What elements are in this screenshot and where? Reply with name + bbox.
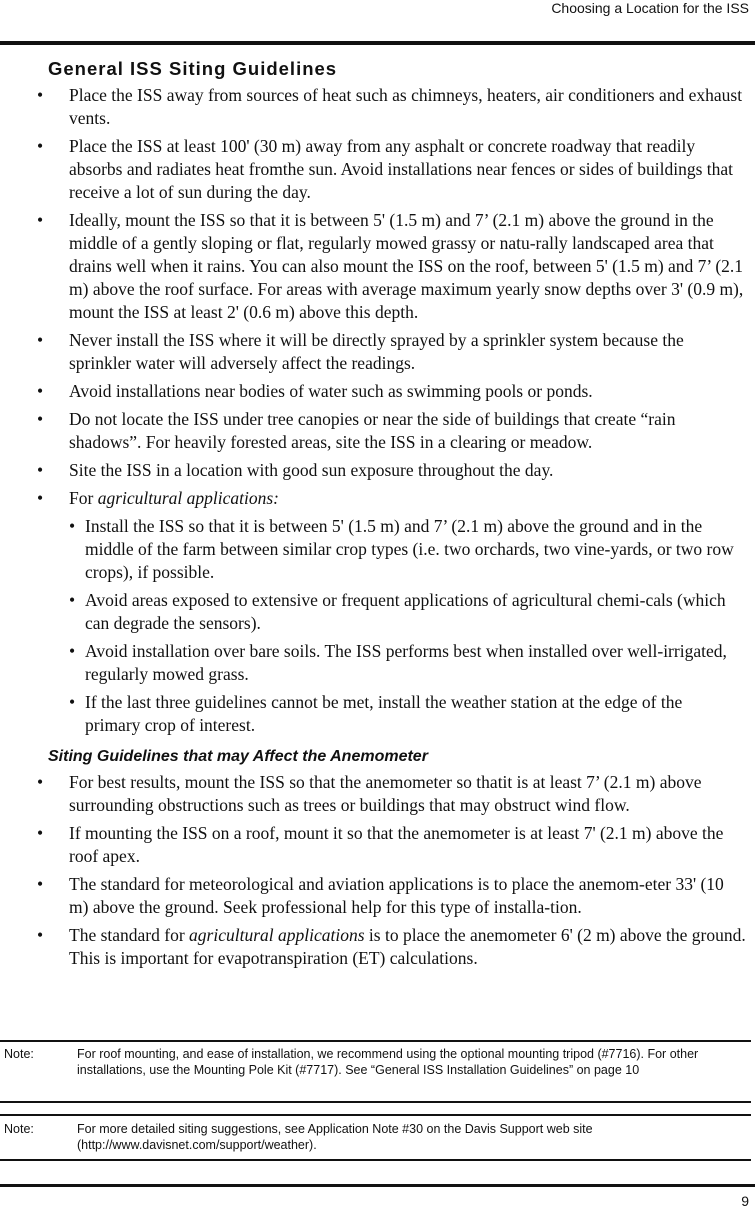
agri-term: agricultural applications: xyxy=(97,488,280,508)
note-text: For more detailed siting suggestions, see Application Note #30 on the Davis Support web site (http://www.davisnet.com/support/weather). xyxy=(77,1122,593,1152)
note-rule-bottom xyxy=(0,1159,751,1161)
list-item: • Place the ISS away from sources of heat such as chimneys, heaters, air conditioners and exhaust vents. xyxy=(69,84,747,130)
list-item-agricultural-anemometer xyxy=(69,924,747,970)
list-item: • Never install the ISS where it will be directly sprayed by a sprinkler system because the sprinkler water will adversely affect the readings. xyxy=(69,329,747,375)
page-number: 9 xyxy=(741,1193,749,1209)
list-item: • Avoid installations near bodies of water such as swimming pools or ponds. xyxy=(69,380,747,403)
header-rule xyxy=(0,41,755,45)
note-siting-suggestions xyxy=(4,1121,747,1153)
sub-list-item: • Avoid areas exposed to extensive or frequent applications of agricultural chemi-cals (which can degrade the sensors). xyxy=(85,589,739,635)
agricultural-sublist xyxy=(69,515,747,737)
list-item: • For best results, mount the ISS so that the anemometer so thatit is at least 7’ (2.1 m) above surrounding obstructions such as trees or buildings that may obstruct wind flow. xyxy=(69,771,747,817)
note-rule-top xyxy=(0,1040,751,1042)
note-label: Note: xyxy=(4,1047,34,1061)
sub-list-item: • If the last three guidelines cannot be met, install the weather station at the edge of the primary crop of interest. xyxy=(85,691,739,737)
page-body xyxy=(0,56,755,975)
anemometer-guidelines-list xyxy=(0,771,755,970)
list-item: • The standard for meteorological and aviation applications is to place the anemom-eter 33' (10 m) above the ground. Seek professional help for this type of installa-tion. xyxy=(69,873,747,919)
running-header: Choosing a Location for the ISS xyxy=(551,0,749,16)
note-text: For roof mounting, and ease of installation, we recommend using the optional mounting tripod (#7716). For other installations, use the Mounting Pole Kit (#7717). See “General ISS Installation Guidelines” on page 10 xyxy=(77,1047,699,1077)
last-term: agricultural applications xyxy=(189,925,365,945)
note-rule-middle xyxy=(0,1101,751,1103)
general-guidelines-list xyxy=(0,84,755,737)
sub-list-item: • Avoid installation over bare soils. The ISS performs best when installed over well-irrigated, regularly mowed grass. xyxy=(85,640,739,686)
last-prefix: The standard for xyxy=(69,925,185,945)
note-rule-second-top xyxy=(0,1114,751,1116)
list-item: • Place the ISS at least 100' (30 m) away from any asphalt or concrete roadway that readily absorbs and radiates heat fromthe sun. Avoid installations near fences or sides of buildings that receive a lot of sun during the day. xyxy=(69,135,747,204)
section-heading-anemometer: Siting Guidelines that may Affect the Anemometer xyxy=(48,748,428,765)
agri-prefix: For xyxy=(69,488,94,508)
last-suffix: is to place the anemometer 6' (2 m) above the ground. This is important for evapotranspiration (ET) calculations. xyxy=(69,925,746,968)
list-item: • Ideally, mount the ISS so that it is between 5' (1.5 m) and 7’ (2.1 m) above the ground in the middle of a gently sloping or flat, regularly mowed grassy or natu-rally landscaped area that drains well when it rains. You can also mount the ISS on the roof, between 5' (1.5 m) and 7’ (2.1 m) above the roof surface. For areas with average maximum yearly snow depths over 3' (0.9 m), mount the ISS at least 2' (0.6 m) above this depth. xyxy=(69,209,747,324)
list-item: • If mounting the ISS on a roof, mount it so that the anemometer is at least 7' (2.1 m) above the roof apex. xyxy=(69,822,747,868)
list-item-agricultural xyxy=(69,487,747,737)
note-label: Note: xyxy=(4,1122,34,1136)
note-roof-mounting xyxy=(4,1046,747,1078)
list-item: • Site the ISS in a location with good sun exposure throughout the day. xyxy=(69,459,747,482)
list-item: • Do not locate the ISS under tree canopies or near the side of buildings that create “rain shadows”. For heavily forested areas, site the ISS in a clearing or meadow. xyxy=(69,408,747,454)
footer-rule xyxy=(0,1184,755,1187)
section-heading-general: General ISS Siting Guidelines xyxy=(48,58,338,79)
sub-list-item: • Install the ISS so that it is between 5' (1.5 m) and 7’ (2.1 m) above the ground and in the middle of the farm between similar crop types (i.e. two orchards, two vine-yards, or two row crops), if possible. xyxy=(85,515,739,584)
